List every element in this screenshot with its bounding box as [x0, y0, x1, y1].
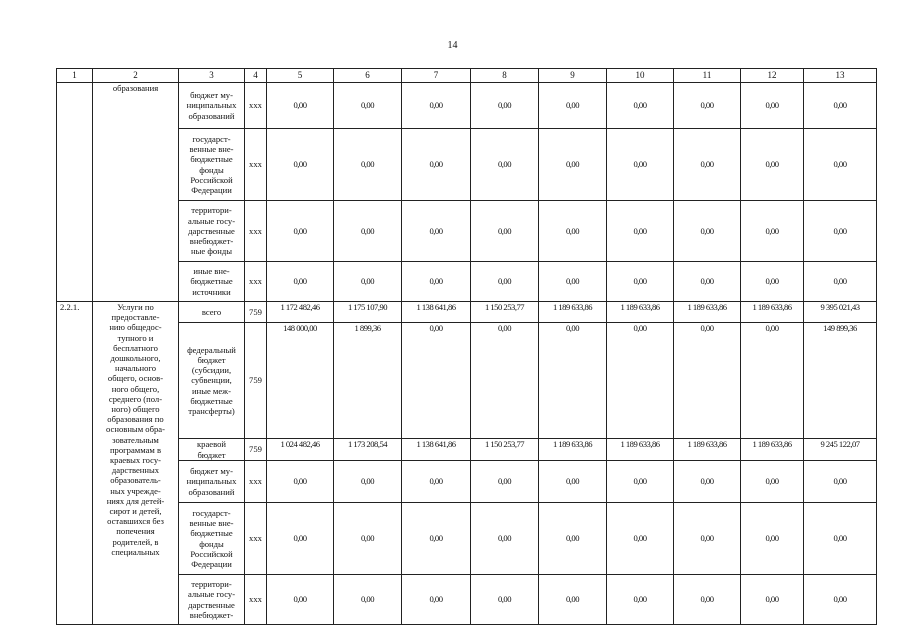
- item-name: Услуги по предоставле- нию общедос- тупного и бесплатного дошкольного, начального общего, основ- ного общего, среднего (пол- ного) общего образования по основным обра- зовательным программам в краевых госу- дарственных образователь- ных учрежде- ниях для детей- сирот и детей, оставшихся без попечения родителей, в специальных: [93, 302, 179, 625]
- amount-cell: 0,00: [674, 83, 741, 129]
- amount-cell: 0,00: [267, 201, 334, 262]
- column-header: 3: [179, 69, 245, 83]
- amount-cell: 0,00: [674, 262, 741, 302]
- amount-cell: 0,00: [334, 129, 402, 201]
- amount-cell: 0,00: [471, 461, 539, 503]
- amount-cell: 0,00: [334, 575, 402, 625]
- amount-cell: 0,00: [402, 201, 471, 262]
- amount-cell: 0,00: [471, 503, 539, 575]
- funding-source: территори- альные госу- дарственные внебюджет- ные фонды: [179, 201, 245, 262]
- amount-cell: 0,00: [334, 83, 402, 129]
- amount-cell: 0,00: [804, 503, 877, 575]
- column-header: 8: [471, 69, 539, 83]
- amount-cell: 0,00: [539, 323, 607, 439]
- amount-cell: 0,00: [607, 461, 674, 503]
- amount-cell: 0,00: [471, 575, 539, 625]
- amount-cell: 0,00: [402, 83, 471, 129]
- table-row: [57, 302, 877, 323]
- amount-cell: 0,00: [804, 129, 877, 201]
- amount-cell: 0,00: [607, 503, 674, 575]
- table-row: [57, 201, 877, 262]
- amount-cell: 0,00: [402, 262, 471, 302]
- table-row: [57, 503, 877, 575]
- amount-cell: 1 189 633,86: [607, 302, 674, 323]
- amount-cell: 0,00: [607, 575, 674, 625]
- amount-cell: 1 189 633,86: [741, 439, 804, 461]
- amount-cell: 0,00: [741, 503, 804, 575]
- amount-cell: 0,00: [674, 575, 741, 625]
- amount-cell: 1 189 633,86: [674, 302, 741, 323]
- column-header: 13: [804, 69, 877, 83]
- column-header: 4: [245, 69, 267, 83]
- amount-cell: 0,00: [402, 323, 471, 439]
- funding-source: всего: [179, 302, 245, 323]
- amount-cell: 1 150 253,77: [471, 302, 539, 323]
- amount-cell: 0,00: [607, 129, 674, 201]
- amount-cell: 0,00: [402, 503, 471, 575]
- amount-cell: 0,00: [607, 201, 674, 262]
- amount-cell: 9 245 122,07: [804, 439, 877, 461]
- amount-cell: 9 395 021,43: [804, 302, 877, 323]
- amount-cell: 148 000,00: [267, 323, 334, 439]
- column-header: 1: [57, 69, 93, 83]
- amount-cell: 0,00: [471, 323, 539, 439]
- table-row: [57, 461, 877, 503]
- amount-cell: 0,00: [741, 201, 804, 262]
- amount-cell: 0,00: [267, 129, 334, 201]
- amount-cell: 0,00: [674, 323, 741, 439]
- budget-code: 759: [245, 302, 267, 323]
- column-header: 6: [334, 69, 402, 83]
- item-name: образования: [93, 83, 179, 302]
- budget-code: 759: [245, 323, 267, 439]
- amount-cell: 0,00: [607, 83, 674, 129]
- funding-source: государст- венные вне- бюджетные фонды Российской Федерации: [179, 503, 245, 575]
- column-header: 10: [607, 69, 674, 83]
- funding-source: бюджет му- ниципальных образований: [179, 461, 245, 503]
- header-row: [57, 69, 877, 83]
- column-header: 12: [741, 69, 804, 83]
- funding-source: краевой бюджет: [179, 439, 245, 461]
- budget-code: xxx: [245, 575, 267, 625]
- amount-cell: 0,00: [741, 83, 804, 129]
- amount-cell: 0,00: [539, 575, 607, 625]
- funding-source: государст- венные вне- бюджетные фонды Российской Федерации: [179, 129, 245, 201]
- amount-cell: 0,00: [471, 262, 539, 302]
- column-header: 5: [267, 69, 334, 83]
- table-row: [57, 129, 877, 201]
- amount-cell: 0,00: [539, 201, 607, 262]
- row-number: 2.2.1.: [57, 302, 93, 625]
- amount-cell: 0,00: [267, 83, 334, 129]
- budget-code: xxx: [245, 262, 267, 302]
- row-number: [57, 83, 93, 302]
- amount-cell: 0,00: [402, 129, 471, 201]
- amount-cell: 0,00: [741, 129, 804, 201]
- budget-code: xxx: [245, 129, 267, 201]
- amount-cell: 1 899,36: [334, 323, 402, 439]
- amount-cell: 1 189 633,86: [607, 439, 674, 461]
- amount-cell: 0,00: [334, 262, 402, 302]
- amount-cell: 0,00: [674, 129, 741, 201]
- table-row: [57, 323, 877, 439]
- budget-code: xxx: [245, 461, 267, 503]
- amount-cell: 0,00: [741, 461, 804, 503]
- amount-cell: 0,00: [741, 262, 804, 302]
- funding-source: иные вне- бюджетные источники: [179, 262, 245, 302]
- amount-cell: 0,00: [539, 503, 607, 575]
- column-header: 9: [539, 69, 607, 83]
- amount-cell: 0,00: [674, 201, 741, 262]
- column-header: 11: [674, 69, 741, 83]
- budget-code: xxx: [245, 201, 267, 262]
- amount-cell: 1 138 641,86: [402, 439, 471, 461]
- amount-cell: 0,00: [539, 129, 607, 201]
- amount-cell: 0,00: [607, 323, 674, 439]
- amount-cell: 0,00: [804, 201, 877, 262]
- amount-cell: 0,00: [402, 461, 471, 503]
- amount-cell: 1 172 482,46: [267, 302, 334, 323]
- amount-cell: 1 189 633,86: [674, 439, 741, 461]
- amount-cell: 0,00: [402, 575, 471, 625]
- amount-cell: 0,00: [674, 461, 741, 503]
- amount-cell: 0,00: [471, 83, 539, 129]
- funding-source: территори- альные госу- дарственные внебюджет-: [179, 575, 245, 625]
- amount-cell: 0,00: [334, 201, 402, 262]
- funding-source: бюджет му- ниципальных образований: [179, 83, 245, 129]
- amount-cell: 0,00: [804, 262, 877, 302]
- table-row: [57, 439, 877, 461]
- amount-cell: 0,00: [539, 83, 607, 129]
- amount-cell: 1 175 107,90: [334, 302, 402, 323]
- amount-cell: 0,00: [267, 503, 334, 575]
- amount-cell: 0,00: [471, 129, 539, 201]
- amount-cell: 0,00: [741, 323, 804, 439]
- amount-cell: 0,00: [607, 262, 674, 302]
- column-header: 7: [402, 69, 471, 83]
- table-row: [57, 83, 877, 129]
- amount-cell: 149 899,36: [804, 323, 877, 439]
- amount-cell: 0,00: [539, 461, 607, 503]
- amount-cell: 0,00: [267, 461, 334, 503]
- page-number: 14: [447, 40, 458, 51]
- amount-cell: 0,00: [334, 503, 402, 575]
- budget-table: [56, 68, 877, 625]
- amount-cell: 0,00: [267, 262, 334, 302]
- amount-cell: 1 189 633,86: [539, 439, 607, 461]
- amount-cell: 1 138 641,86: [402, 302, 471, 323]
- amount-cell: 1 150 253,77: [471, 439, 539, 461]
- amount-cell: 0,00: [471, 201, 539, 262]
- amount-cell: 0,00: [674, 503, 741, 575]
- amount-cell: 0,00: [741, 575, 804, 625]
- amount-cell: 0,00: [804, 461, 877, 503]
- column-header: 2: [93, 69, 179, 83]
- amount-cell: 1 024 482,46: [267, 439, 334, 461]
- budget-code: xxx: [245, 83, 267, 129]
- amount-cell: 1 189 633,86: [741, 302, 804, 323]
- amount-cell: 0,00: [539, 262, 607, 302]
- amount-cell: 0,00: [804, 83, 877, 129]
- amount-cell: 0,00: [804, 575, 877, 625]
- amount-cell: 1 173 208,54: [334, 439, 402, 461]
- amount-cell: 0,00: [334, 461, 402, 503]
- funding-source: федеральный бюджет (субсидии, субвенции, иные меж- бюджетные трансферты): [179, 323, 245, 439]
- budget-code: xxx: [245, 503, 267, 575]
- table-row: [57, 262, 877, 302]
- amount-cell: 0,00: [267, 575, 334, 625]
- budget-code: 759: [245, 439, 267, 461]
- table-row: [57, 575, 877, 625]
- amount-cell: 1 189 633,86: [539, 302, 607, 323]
